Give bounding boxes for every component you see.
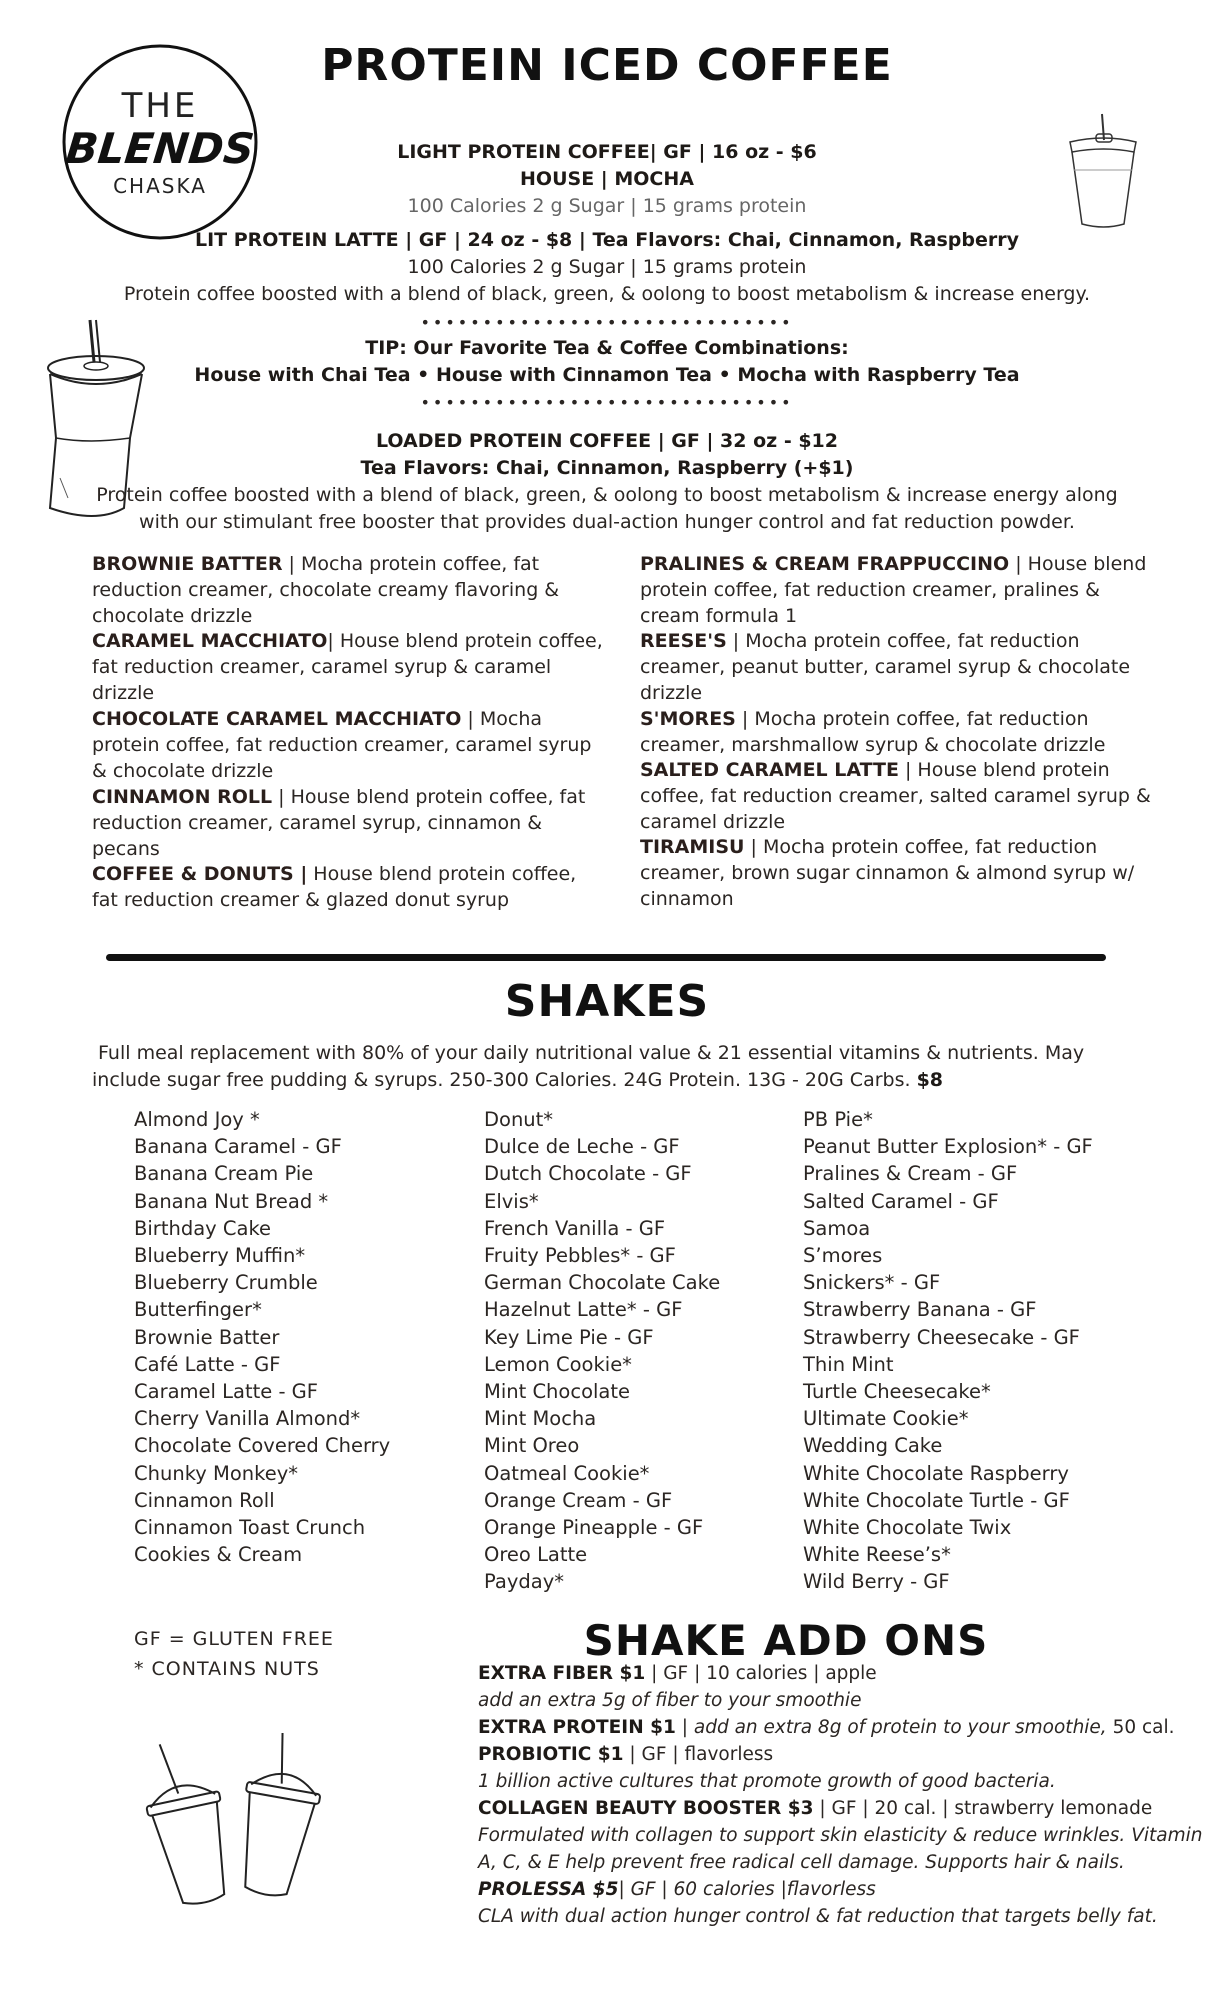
addon-desc: Formulated with collagen to support skin elasticity & reduce wrinkles. Vitamin (478, 1825, 1203, 1846)
shake-flavor-item: Almond Joy * (134, 1108, 260, 1131)
shake-flavor-item: Snickers* - GF (803, 1271, 941, 1295)
item-name: SALTED CARAMEL LATTE (640, 759, 899, 781)
legend-gluten-free: GF = GLUTEN FREE (134, 1628, 334, 1650)
shake-flavor-item: Cinnamon Roll (134, 1488, 275, 1512)
item-desc: | Mocha protein coffee, fat reduction creamer, caramel syrup & chocolate drizzle (92, 708, 592, 782)
item-name: S'MORES (640, 708, 736, 730)
shake-flavor-item: Donut* (484, 1108, 554, 1131)
item-name: TIRAMISU (640, 836, 745, 858)
addon-probiotic (478, 1741, 1178, 1768)
shake-flavor-item: Key Lime Pie - GF (484, 1325, 654, 1349)
shake-flavor-item: White Chocolate Turtle - GF (803, 1488, 1070, 1512)
menu-item (92, 551, 608, 628)
shake-flavors-col2 (484, 1106, 720, 1596)
lit-latte-heading: LIT PROTEIN LATTE | GF | 24 oz - $8 | Tea Flavors: Chai, Cinnamon, Raspberry (194, 229, 1019, 251)
item-desc: | Mocha protein coffee, fat reduction creamer, marshmallow syrup & chocolate drizzle (640, 708, 1106, 756)
loaded-coffee-description-2: with our stimulant free booster that provides dual-action hunger control and fat reduction powder. (139, 511, 1075, 533)
addons-list (478, 1660, 1203, 1930)
loaded-items-right (640, 551, 1156, 912)
shake-flavor-item: Wild Berry - GF (803, 1570, 950, 1594)
shake-flavor-item: Dulce de Leche - GF (484, 1135, 680, 1159)
menu-item (92, 628, 608, 706)
item-desc: | Mocha protein coffee, fat reduction creamer, chocolate creamy flavoring & chocolate drizzle (92, 553, 560, 627)
addon-prolessa (478, 1876, 1178, 1903)
addon-protein (478, 1714, 1178, 1741)
item-name: COFFEE & DONUTS | (92, 863, 308, 885)
item-desc: | Mocha protein coffee, fat reduction creamer, brown sugar cinnamon & almond syrup w/ cinnamon (640, 836, 1135, 910)
shake-flavor-item: Oreo Latte (484, 1543, 588, 1567)
shake-flavor-item: Orange Cream - GF (484, 1488, 673, 1512)
shake-flavor-item: Fruity Pebbles* - GF (484, 1244, 676, 1268)
shake-flavor-item: Blueberry Muffin* (134, 1244, 306, 1268)
shake-flavor-item: Oatmeal Cookie* (484, 1461, 650, 1485)
shake-flavor-item: Mint Chocolate (484, 1380, 631, 1404)
menu-item (92, 861, 608, 913)
shake-flavor-item: Cookies & Cream (134, 1543, 303, 1567)
addon-info: | GF | flavorless (623, 1744, 774, 1765)
shake-flavor-item: Caramel Latte - GF (134, 1380, 319, 1404)
addon-desc: 1 billion active cultures that promote growth of good bacteria. (478, 1771, 1056, 1792)
shake-flavor-item: Chocolate Covered Cherry (134, 1434, 391, 1458)
menu-item (640, 628, 1156, 706)
shake-flavor-item: Dutch Chocolate - GF (484, 1162, 692, 1186)
shake-flavor-item: Orange Pineapple - GF (484, 1516, 704, 1540)
tip-combinations: House with Chai Tea • House with Cinnamon Tea • Mocha with Raspberry Tea (194, 364, 1020, 386)
item-desc: | House blend protein coffee, fat reduction creamer, pralines & cream formula 1 (640, 553, 1147, 627)
lit-latte-description: Protein coffee boosted with a blend of black, green, & oolong to boost metabolism & increase energy. (123, 283, 1091, 305)
shake-flavor-item: Banana Cream Pie (134, 1162, 314, 1186)
menu-item (640, 551, 1156, 628)
item-name: PRALINES & CREAM FRAPPUCCINO (640, 553, 1010, 575)
item-name: CHOCOLATE CARAMEL MACCHIATO (92, 708, 462, 730)
shake-flavor-item: Strawberry Cheesecake - GF (803, 1325, 1080, 1349)
shake-cups-icon (140, 1728, 340, 1918)
item-desc: | Mocha protein coffee, fat reduction creamer, peanut butter, caramel syrup & chocolate drizzle (640, 630, 1131, 704)
light-coffee-flavors: HOUSE | MOCHA (520, 168, 694, 190)
shake-flavor-item: French Vanilla - GF (484, 1216, 666, 1240)
addon-sep: | (675, 1717, 694, 1738)
shake-flavor-item: Cherry Vanilla Almond* (134, 1407, 361, 1431)
shakes-intro-1: Full meal replacement with 80% of your daily nutritional value & 21 essential vitamins & nutrients. May (92, 1042, 1085, 1064)
addon-desc: add an extra 5g of fiber to your smoothie (478, 1690, 862, 1711)
logo-chaska: CHASKA (113, 174, 207, 198)
loaded-coffee-heading: LOADED PROTEIN COFFEE | GF | 32 oz - $12 (375, 430, 838, 452)
addon-fiber (478, 1660, 1178, 1687)
loaded-coffee-tea-flavors: Tea Flavors: Chai, Cinnamon, Raspberry (+$1) (360, 457, 854, 479)
addon-desc: A, C, & E help prevent free radical cell damage. Supports hair & nails. (478, 1852, 1125, 1873)
coffee-title: PROTEIN ICED COFFEE (321, 40, 893, 91)
shake-flavor-item: Turtle Cheesecake* (803, 1380, 991, 1404)
menu-item (640, 706, 1156, 757)
shakes-intro-2 (92, 1067, 943, 1094)
addon-name: PROBIOTIC $1 (478, 1744, 624, 1765)
shake-flavor-item: Banana Caramel - GF (134, 1135, 342, 1159)
shake-flavor-item: White Reese’s* (803, 1543, 951, 1567)
addon-name: EXTRA FIBER $1 (478, 1663, 646, 1684)
light-coffee-heading: LIGHT PROTEIN COFFEE| GF | 16 oz - $6 (397, 141, 817, 163)
section-divider (106, 954, 1106, 961)
shake-flavor-item: Elvis* (484, 1189, 539, 1213)
shake-flavor-item: Café Latte - GF (134, 1352, 281, 1376)
logo-blends: BLENDS (63, 124, 257, 173)
shake-flavor-item: White Chocolate Twix (803, 1516, 1012, 1540)
addon-name: COLLAGEN BEAUTY BOOSTER $3 (478, 1798, 814, 1819)
shake-flavor-item: Payday* (484, 1570, 564, 1594)
shakes-title: SHAKES (504, 976, 710, 1027)
addon-desc: CLA with dual action hunger control & fat reduction that targets belly fat. (478, 1906, 1158, 1927)
shake-flavors-col1 (134, 1106, 390, 1568)
menu-item (92, 784, 608, 861)
menu-item (92, 706, 608, 784)
divider-dots-bottom: •••••••••••••••••••••••••••••• (420, 393, 794, 412)
item-name: BROWNIE BATTER (92, 553, 283, 575)
item-desc: | House blend protein coffee, fat reduction creamer, caramel syrup & caramel drizzle (92, 630, 603, 704)
addon-info: | GF | 60 calories |flavorless (618, 1879, 876, 1900)
item-desc: House blend protein coffee, fat reduction creamer & glazed donut syrup (92, 863, 577, 911)
shake-flavor-item: Cinnamon Toast Crunch (134, 1516, 366, 1540)
shake-flavor-item: Mint Oreo (484, 1434, 580, 1458)
shake-flavor-item: Thin Mint (803, 1352, 894, 1376)
shake-flavor-item: Birthday Cake (134, 1216, 272, 1240)
menu-item (640, 757, 1156, 834)
logo-the: THE (121, 86, 199, 126)
shake-flavor-item: Ultimate Cookie* (803, 1407, 969, 1431)
item-desc: | House blend protein coffee, fat reduction creamer, caramel syrup, cinnamon & pecans (92, 786, 586, 860)
item-desc: | House blend protein coffee, fat reduction creamer, salted caramel syrup & caramel drizzle (640, 759, 1151, 833)
tip-heading: TIP: Our Favorite Tea & Coffee Combinations: (365, 337, 849, 359)
loaded-items-left (92, 551, 608, 913)
shake-flavor-item: PB Pie* (803, 1108, 873, 1131)
shake-flavor-item: S’mores (803, 1244, 883, 1268)
shake-flavor-item: Wedding Cake (803, 1434, 943, 1458)
divider-dots-top: •••••••••••••••••••••••••••••• (420, 313, 794, 332)
shake-flavor-item: Brownie Batter (134, 1325, 280, 1349)
item-name: CARAMEL MACCHIATO (92, 630, 328, 652)
shake-flavor-item: Mint Mocha (484, 1407, 597, 1431)
addon-info: | GF | 10 calories | apple (645, 1663, 877, 1684)
addon-info: 50 cal. (1106, 1717, 1175, 1738)
addon-collagen (478, 1795, 1178, 1822)
menu-item (640, 834, 1156, 912)
addon-name: PROLESSA $5 (478, 1879, 619, 1900)
shake-flavor-item: Chunky Monkey* (134, 1461, 299, 1485)
shake-flavor-item: Lemon Cookie* (484, 1352, 632, 1376)
shakes-intro-text: include sugar free pudding & syrups. 250-300 Calories. 24G Protein. 13G - 20G Carbs. (92, 1069, 917, 1091)
shake-flavor-item: Strawberry Banana - GF (803, 1298, 1037, 1322)
shake-flavor-item: Salted Caramel - GF (803, 1189, 999, 1213)
shake-flavor-item: Peanut Butter Explosion* - GF (803, 1135, 1093, 1159)
shake-flavors-col3 (803, 1106, 1093, 1596)
light-coffee-nutrition: 100 Calories 2 g Sugar | 15 grams protein (407, 195, 807, 217)
shake-flavor-item: Butterfinger* (134, 1298, 262, 1322)
shakes-price: $8 (916, 1069, 944, 1091)
item-name: CINNAMON ROLL (92, 786, 273, 808)
loaded-coffee-description-1: Protein coffee boosted with a blend of black, green, & oolong to boost metabolism & increase energy along (96, 484, 1118, 506)
legend-contains-nuts: * CONTAINS NUTS (134, 1658, 320, 1680)
shake-flavor-item: Blueberry Crumble (134, 1271, 318, 1295)
addon-info: | GF | 20 cal. | strawberry lemonade (813, 1798, 1153, 1819)
addons-title: SHAKE ADD ONS (583, 1616, 989, 1665)
lit-latte-nutrition: 100 Calories 2 g Sugar | 15 grams protein (407, 256, 807, 278)
item-name: REESE'S (640, 630, 727, 652)
shake-flavor-item: White Chocolate Raspberry (803, 1461, 1069, 1485)
addon-desc: add an extra 8g of protein to your smoothie, (693, 1717, 1107, 1738)
addon-name: EXTRA PROTEIN $1 (478, 1717, 676, 1738)
shake-flavor-item: German Chocolate Cake (484, 1271, 721, 1295)
shake-flavor-item: Hazelnut Latte* - GF (484, 1298, 683, 1322)
shake-flavor-item: Pralines & Cream - GF (803, 1162, 1018, 1186)
shake-flavor-item: Samoa (803, 1216, 871, 1240)
shake-flavor-item: Banana Nut Bread * (134, 1189, 329, 1213)
